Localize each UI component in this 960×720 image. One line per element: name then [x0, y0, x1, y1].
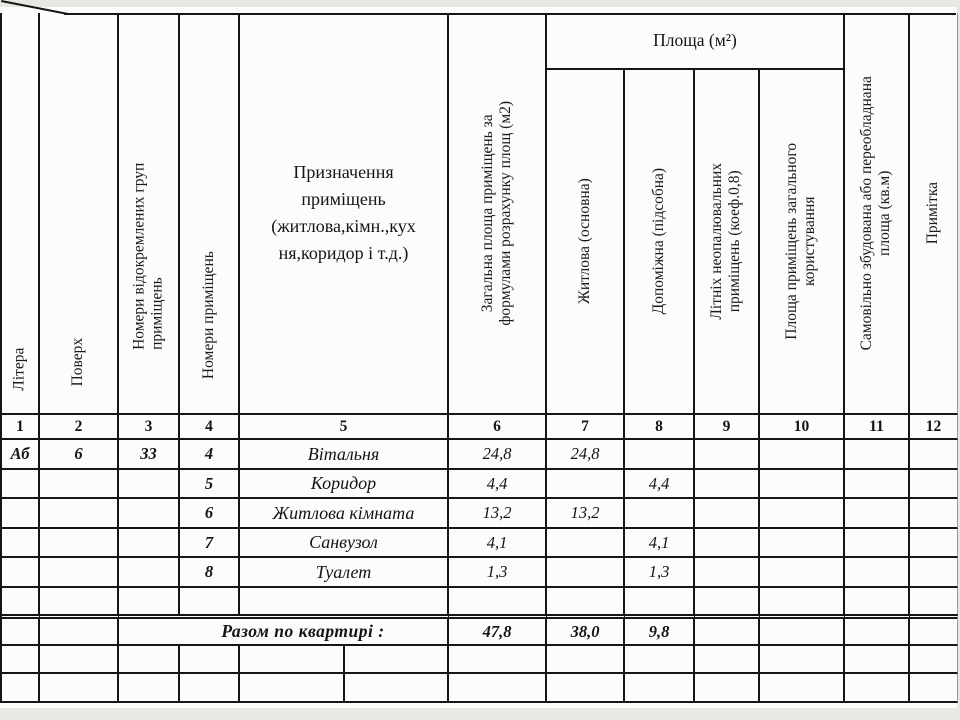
col-header-total-area-label: Загальна площа приміщень за формулами розрахунку площ (м2) — [478, 100, 514, 326]
col-number-11: 11 — [845, 415, 910, 440]
empty-cell — [760, 499, 845, 529]
empty-cell — [625, 588, 695, 614]
empty-cell — [910, 558, 958, 588]
empty-cell — [449, 674, 547, 703]
totals-total-area: 47,8 — [449, 614, 547, 646]
cell-total-area: 24,8 — [449, 440, 547, 470]
col-number-10: 10 — [760, 415, 845, 440]
empty-cell — [845, 646, 910, 674]
empty-cell — [345, 674, 449, 703]
explication-table — [0, 13, 958, 703]
cell-litera: Аб — [2, 440, 40, 470]
empty-cell — [845, 499, 910, 529]
empty-cell — [695, 614, 760, 646]
empty-cell — [845, 440, 910, 470]
col-number-3: 3 — [119, 415, 180, 440]
empty-cell — [625, 646, 695, 674]
empty-cell — [2, 558, 40, 588]
empty-cell — [910, 614, 958, 646]
empty-cell — [449, 588, 547, 614]
empty-cell — [40, 499, 119, 529]
col-number-5: 5 — [240, 415, 449, 440]
empty-cell — [2, 499, 40, 529]
empty-cell — [119, 674, 180, 703]
cell-room-name: Санвузол — [240, 529, 449, 558]
empty-cell — [760, 558, 845, 588]
empty-cell — [40, 646, 119, 674]
empty-cell — [40, 614, 119, 646]
empty-cell — [910, 588, 958, 614]
empty-cell — [119, 529, 180, 558]
empty-cell — [547, 674, 625, 703]
empty-cell — [695, 470, 760, 499]
empty-cell — [547, 646, 625, 674]
empty-cell — [180, 646, 240, 674]
col-number-1: 1 — [2, 415, 40, 440]
cell-room-number: 7 — [180, 529, 240, 558]
empty-cell — [760, 614, 845, 646]
empty-cell — [240, 646, 345, 674]
col-number-8: 8 — [625, 415, 695, 440]
empty-cell — [119, 646, 180, 674]
empty-cell — [760, 674, 845, 703]
col-number-7: 7 — [547, 415, 625, 440]
cell-floor: 6 — [40, 440, 119, 470]
empty-cell — [695, 499, 760, 529]
col-header-litera — [2, 13, 40, 415]
empty-cell — [695, 674, 760, 703]
cell-aux-area: 4,1 — [625, 529, 695, 558]
empty-cell — [40, 529, 119, 558]
empty-cell — [180, 674, 240, 703]
empty-cell — [760, 646, 845, 674]
empty-cell — [760, 588, 845, 614]
col-header-unauthorized-label: Самовільно збудована або переобладнана площа (кв.м) — [858, 75, 894, 351]
cell-total-area: 4,1 — [449, 529, 547, 558]
cell-living-area: 13,2 — [547, 499, 625, 529]
col-header-room-numbers — [180, 13, 240, 415]
col-number-4: 4 — [180, 415, 240, 440]
empty-cell — [180, 588, 240, 614]
empty-cell — [695, 646, 760, 674]
col-header-group-numbers-label: Номери відокремлених груп приміщень — [130, 162, 166, 350]
empty-cell — [2, 646, 40, 674]
empty-cell — [695, 529, 760, 558]
col-header-unauthorized-area — [845, 13, 910, 415]
col-header-group-numbers — [119, 13, 180, 415]
cell-living-area — [547, 529, 625, 558]
empty-cell — [760, 529, 845, 558]
empty-cell — [240, 588, 449, 614]
col-header-poverh-label: Поверх — [69, 337, 87, 387]
empty-cell — [910, 470, 958, 499]
empty-cell — [910, 674, 958, 703]
empty-cell — [910, 646, 958, 674]
totals-aux-area: 9,8 — [625, 614, 695, 646]
cell-room-name: Туалет — [240, 558, 449, 588]
empty-cell — [2, 529, 40, 558]
empty-cell — [2, 674, 40, 703]
empty-cell — [40, 674, 119, 703]
cell-room-name: Вітальня — [240, 440, 449, 470]
cell-living-area: 24,8 — [547, 440, 625, 470]
empty-cell — [845, 614, 910, 646]
col-header-note — [910, 13, 958, 415]
col-number-12: 12 — [910, 415, 958, 440]
cell-total-area: 4,4 — [449, 470, 547, 499]
cell-aux-area: 1,3 — [625, 558, 695, 588]
cell-living-area — [547, 470, 625, 499]
cell-room-name: Коридор — [240, 470, 449, 499]
empty-cell — [2, 470, 40, 499]
cell-room-number: 5 — [180, 470, 240, 499]
empty-cell — [910, 440, 958, 470]
empty-cell — [547, 588, 625, 614]
totals-label: Разом по квартирі : — [119, 614, 449, 646]
empty-cell — [845, 529, 910, 558]
empty-cell — [119, 499, 180, 529]
empty-cell — [695, 558, 760, 588]
col-header-living-area: Житлова (основна) — [547, 70, 625, 413]
col-header-poverh — [40, 13, 119, 415]
cell-total-area: 13,2 — [449, 499, 547, 529]
empty-cell — [695, 440, 760, 470]
empty-cell — [119, 588, 180, 614]
empty-cell — [760, 440, 845, 470]
col-header-purpose: Призначення приміщень (житлова,кімн.,кух ня,коридор і т.д.) — [240, 13, 449, 415]
empty-cell — [910, 529, 958, 558]
empty-cell — [845, 470, 910, 499]
empty-cell — [760, 470, 845, 499]
cell-living-area — [547, 558, 625, 588]
totals-living-area: 38,0 — [547, 614, 625, 646]
empty-cell — [2, 614, 40, 646]
empty-cell — [119, 470, 180, 499]
empty-cell — [240, 674, 345, 703]
area-group-label: Площа (м²) — [547, 13, 843, 70]
cell-room-number: 8 — [180, 558, 240, 588]
col-header-aux-area: Допоміжна (підсобна) — [625, 70, 695, 413]
col-number-6: 6 — [449, 415, 547, 440]
col-header-note-label: Примітка — [924, 181, 942, 245]
col-header-litera-label: Літера — [10, 347, 28, 391]
col-group-area — [547, 13, 845, 415]
empty-cell — [845, 588, 910, 614]
col-header-total-area — [449, 13, 547, 415]
col-number-2: 2 — [40, 415, 119, 440]
cell-aux-area: 4,4 — [625, 470, 695, 499]
empty-cell — [695, 588, 760, 614]
empty-cell — [40, 558, 119, 588]
cell-aux-area — [625, 440, 695, 470]
empty-cell — [449, 646, 547, 674]
empty-cell — [345, 646, 449, 674]
empty-cell — [119, 558, 180, 588]
cell-group-number: 33 — [119, 440, 180, 470]
cell-aux-area — [625, 499, 695, 529]
empty-cell — [40, 588, 119, 614]
col-header-room-numbers-label: Номери приміщень — [199, 251, 217, 379]
empty-cell — [910, 499, 958, 529]
col-number-9: 9 — [695, 415, 760, 440]
cell-room-number: 6 — [180, 499, 240, 529]
empty-cell — [845, 674, 910, 703]
cell-total-area: 1,3 — [449, 558, 547, 588]
cell-room-number: 4 — [180, 440, 240, 470]
empty-cell — [40, 470, 119, 499]
col-header-summer-area: Літніх неопалювальних приміщень (коеф.0,8) — [695, 70, 760, 413]
empty-cell — [2, 588, 40, 614]
empty-cell — [625, 674, 695, 703]
cell-room-name: Житлова кімната — [240, 499, 449, 529]
col-header-common-area: Площа приміщень загального користування — [783, 143, 819, 340]
empty-cell — [845, 558, 910, 588]
area-subcolumns — [547, 70, 843, 413]
